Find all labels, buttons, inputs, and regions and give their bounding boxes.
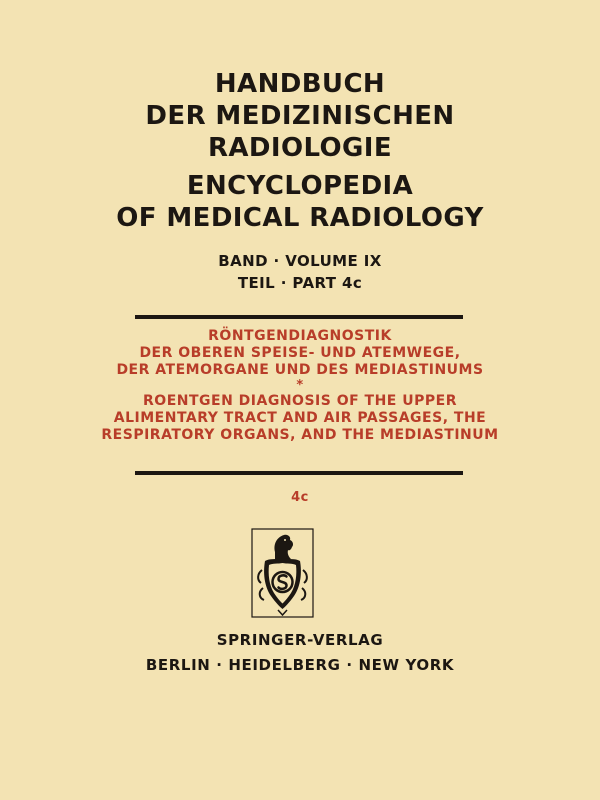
subject-en-line-3: RESPIRATORY ORGANS, AND THE MEDIASTINUM — [101, 427, 499, 443]
title-block — [0, 68, 600, 234]
publisher-block — [0, 628, 600, 678]
subject-en-line-1: ROENTGEN DIAGNOSIS OF THE UPPER — [143, 393, 457, 409]
part-label-header: TEIL · PART 4c — [237, 274, 363, 292]
publisher-cities: BERLIN · HEIDELBERG · NEW YORK — [145, 656, 455, 674]
subject-de-line-3: DER ATEMORGANE UND DES MEDIASTINUMS — [116, 362, 484, 378]
title-en-line-1: ENCYCLOPEDIA — [186, 171, 414, 201]
part-number: 4c — [291, 490, 309, 505]
title-de-line-3: RADIOLOGIE — [207, 133, 393, 163]
divider-bottom — [135, 471, 463, 475]
title-de-line-1: HANDBUCH — [214, 69, 386, 99]
separator-star: * — [296, 378, 304, 393]
title-en-line-2: OF MEDICAL RADIOLOGY — [116, 203, 484, 233]
subject-block — [0, 328, 600, 444]
volume-label: BAND · VOLUME IX — [218, 252, 382, 270]
subject-en-line-2: ALIMENTARY TRACT AND AIR PASSAGES, THE — [113, 410, 487, 426]
publisher-name: SPRINGER-VERLAG — [216, 631, 384, 649]
subject-de-line-2: DER OBEREN SPEISE- UND ATEMWEGE, — [139, 345, 461, 361]
volume-block — [0, 250, 600, 294]
divider-top — [135, 315, 463, 319]
title-de-line-2: DER MEDIZINISCHEN — [145, 101, 455, 131]
springer-knight-logo-icon — [251, 528, 314, 618]
subject-de-line-1: RÖNTGENDIAGNOSTIK — [208, 328, 392, 344]
